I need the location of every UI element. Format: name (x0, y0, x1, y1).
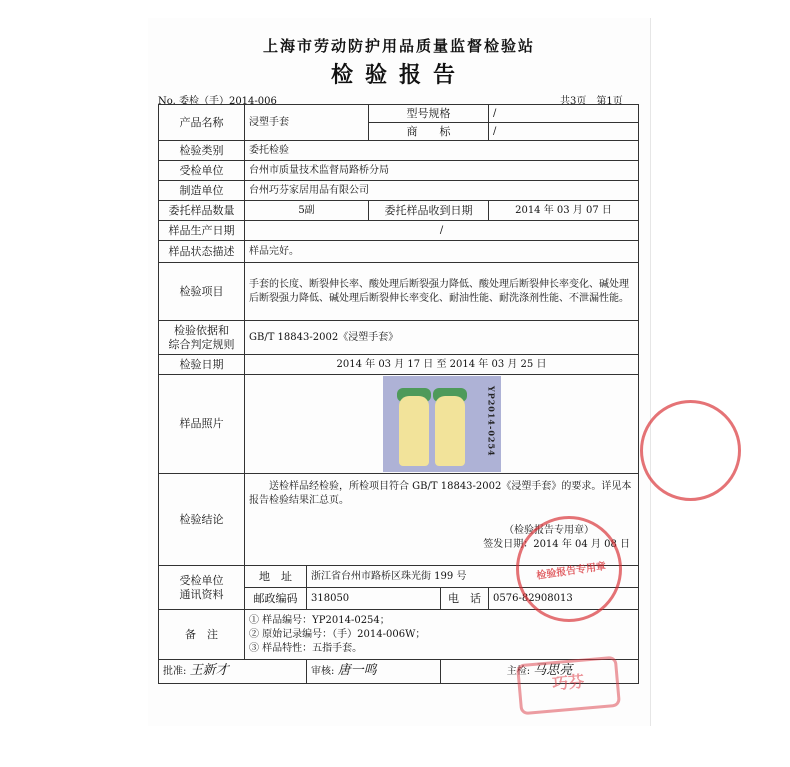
value-sample-qty: 5副 (245, 201, 369, 221)
remark-item: ③ 样品特性：五指手套。 (249, 642, 363, 654)
value-inspection-type: 委托检验 (245, 141, 639, 161)
label-inspection-type: 检验类别 (159, 141, 245, 161)
label-trademark: 商 标 (369, 123, 489, 141)
label-photo: 样品照片 (159, 375, 245, 474)
approve-cell (159, 660, 307, 684)
label-commissioning-unit: 受检单位 (159, 161, 245, 181)
label-contact (159, 566, 245, 610)
glove-left (399, 396, 429, 466)
label-contact-line2: 通讯资料 (179, 587, 224, 601)
review-signature: 唐一鸣 (337, 663, 377, 678)
report-title: 检验报告 (330, 62, 467, 88)
sample-photo-cell (245, 375, 639, 474)
label-sample-qty: 委托样品数量 (159, 201, 245, 221)
label-sample-state: 样品状态描述 (159, 241, 245, 263)
value-address: 浙江省台州市路桥区珠光街 199 号 (307, 566, 639, 588)
label-conclusion: 检验结论 (159, 474, 245, 566)
value-phone: 0576-82908013 (489, 588, 639, 610)
label-contact-line1: 受检单位 (179, 573, 224, 587)
label-standard-line2: 综合判定规则 (168, 337, 235, 351)
value-production-date: / (245, 221, 639, 241)
value-received-date: 2014 年 03 月 07 日 (489, 201, 639, 221)
inspection-seal-center: 检验报告专用章 (535, 561, 607, 582)
value-manufacturer: 台州巧芬家居用品有限公司 (245, 181, 639, 201)
report-number: No. 委检（手）2014-006 (158, 96, 277, 107)
value-sample-state: 样品完好。 (245, 241, 639, 263)
review-label: 审核: (311, 666, 335, 677)
approve-signature: 王新才 (189, 663, 229, 678)
inspect-signature: 马思亮 (533, 663, 573, 678)
value-product-name: 浸塑手套 (245, 105, 369, 141)
edge-seal-stamp (640, 400, 741, 501)
label-postcode: 邮政编码 (245, 588, 307, 610)
value-items: 手套的长度、断裂伸长率、酸处理后断裂强力降低、酸处理后断裂伸长率变化、碱处理后断裂强力降低、碱处理后断裂伸长率变化、耐油性能、耐洗涤剂性能、不泄漏性能。 (245, 263, 639, 321)
value-trademark: / (489, 123, 639, 141)
remark-item: ① 样品编号：YP2014-0254； (249, 614, 390, 626)
review-cell (307, 660, 441, 684)
value-model: / (489, 105, 639, 123)
watermark-logo: 巧芬 (516, 656, 621, 716)
value-commissioning-unit: 台州市质量技术监督局路桥分局 (245, 161, 639, 181)
photo-sample-id: YP2014-0254 (486, 386, 497, 457)
label-dates: 检验日期 (159, 355, 245, 375)
label-items: 检验项目 (159, 263, 245, 321)
label-received-date: 委托样品收到日期 (369, 201, 489, 221)
value-dates: 2014 年 03 月 17 日 至 2014 年 03 月 25 日 (245, 355, 639, 375)
glove-right (435, 396, 465, 466)
sample-photo (383, 376, 501, 472)
conclusion-text: 送检样品经检验，所检项目符合 GB/T 18843-2002《浸塑手套》的要求。详见本报告检验结果汇总页。 (249, 481, 632, 506)
page-count: 共3页 第1页 (560, 96, 623, 107)
label-model: 型号规格 (369, 105, 489, 123)
label-product-name: 产品名称 (159, 105, 245, 141)
value-postcode: 318050 (307, 588, 441, 610)
label-standard (159, 321, 245, 355)
value-standard: GB/T 18843-2002《浸塑手套》 (245, 321, 639, 355)
remark-item: ② 原始记录编号：（手）2014-006W； (249, 628, 426, 640)
label-phone: 电 话 (441, 588, 489, 610)
label-manufacturer: 制造单位 (159, 181, 245, 201)
approve-label: 批准: (163, 666, 187, 677)
org-name: 上海市劳动防护用品质量监督检验站 (262, 37, 535, 55)
label-standard-line1: 检验依据和 (174, 323, 229, 337)
label-remarks: 备 注 (159, 610, 245, 660)
conclusion-sign-date: 签发日期：2014 年 04 月 08 日 (483, 539, 630, 550)
inspect-label: 主检: (506, 666, 531, 677)
label-production-date: 样品生产日期 (159, 221, 245, 241)
label-address: 地 址 (245, 566, 307, 588)
conclusion-seal: （检验报告专用章） (504, 525, 594, 536)
